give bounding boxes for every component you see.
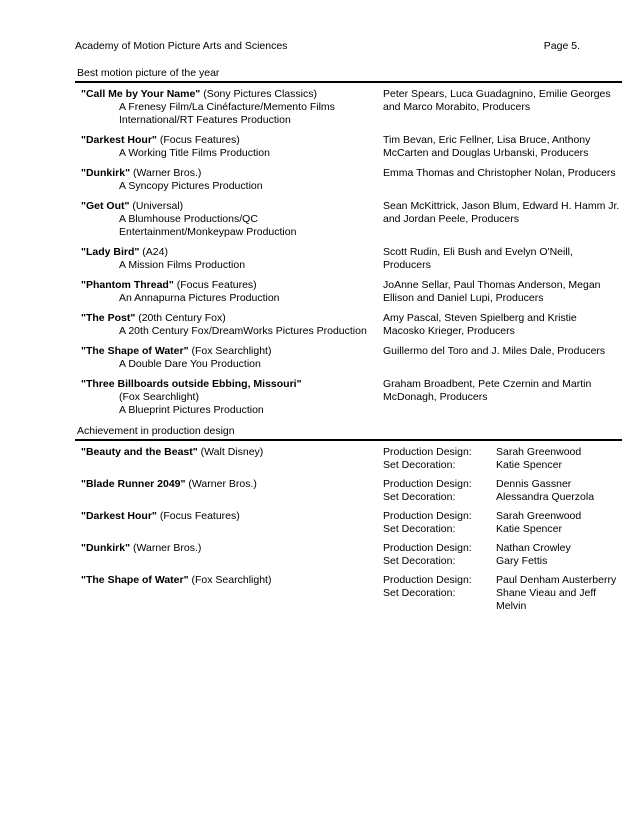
- production-designer: Sarah Greenwood: [496, 446, 582, 458]
- nominee-entry: [75, 200, 622, 239]
- film-info: [81, 200, 381, 239]
- production-company: A Double Dare You Production: [119, 358, 261, 370]
- production-company: A Syncopy Pictures Production: [119, 180, 263, 192]
- film-info: [81, 279, 381, 305]
- film-info: [81, 574, 271, 587]
- film-info: [81, 478, 257, 491]
- section-heading: Best motion picture of the year: [77, 67, 220, 79]
- producers: JoAnne Sellar, Paul Thomas Anderson, Megan Ellison and Daniel Lupi, Producers: [383, 279, 601, 304]
- nominee-entry: [75, 378, 622, 417]
- nominee-entry: [75, 478, 622, 504]
- nominee-entry: [75, 345, 622, 371]
- film-title: "Phantom Thread": [81, 279, 174, 291]
- set-decorator: Shane Vieau and Jeff Melvin: [496, 587, 597, 612]
- distributor: (Sony Pictures Classics): [200, 88, 317, 100]
- nominee-entry: [75, 510, 622, 536]
- production-designer: Paul Denham Austerberry: [496, 574, 617, 586]
- production-company: A Blumhouse Productions/QC: [119, 213, 258, 225]
- film-title: "Darkest Hour": [81, 510, 157, 522]
- film-title: "Lady Bird": [81, 246, 140, 258]
- film-title: "The Shape of Water": [81, 345, 189, 357]
- page-header: [75, 40, 580, 54]
- production-designer: Sarah Greenwood: [496, 510, 582, 522]
- film-title: "The Shape of Water": [81, 574, 189, 586]
- production-company: A 20th Century Fox/DreamWorks Pictures Production: [119, 325, 367, 337]
- film-info: [81, 312, 381, 338]
- nominee-entry: [75, 312, 622, 338]
- organization-name: Academy of Motion Picture Arts and Sciences: [75, 40, 288, 52]
- set-decorator: Alessandra Querzola: [496, 491, 595, 503]
- film-title: "Beauty and the Beast": [81, 446, 198, 458]
- set-decorator: Katie Spencer: [496, 523, 562, 535]
- page-number: Page 5.: [543, 40, 580, 52]
- nominee-entry: [75, 542, 622, 568]
- distributor: (Focus Features): [156, 134, 240, 146]
- production-company: (Fox Searchlight): [119, 391, 199, 403]
- production-company: International/RT Features Production: [119, 114, 291, 126]
- nominee-entry: [75, 279, 622, 305]
- distributor: (Warner Bros.): [130, 167, 202, 179]
- distributor: (Warner Bros.): [130, 542, 202, 554]
- role-production-design: Production Design:: [383, 510, 472, 522]
- production-company: A Blueprint Pictures Production: [119, 404, 264, 416]
- distributor: (Focus Features): [173, 279, 257, 291]
- nominee-names: [496, 542, 622, 568]
- nominee-entry: [75, 246, 622, 272]
- set-decorator: Gary Fettis: [496, 555, 548, 567]
- producers: Sean McKittrick, Jason Blum, Edward H. Hamm Jr. and Jordan Peele, Producers: [383, 200, 620, 225]
- production-company: A Frenesy Film/La Cinéfacture/Memento Films: [119, 101, 335, 113]
- producers: Graham Broadbent, Pete Czernin and Martin McDonagh, Producers: [383, 378, 592, 403]
- nominee-entry: [75, 446, 622, 472]
- film-info: [81, 446, 263, 459]
- nominee-names: [496, 574, 622, 613]
- film-info: [81, 345, 381, 371]
- role-labels: [383, 542, 493, 568]
- role-set-decoration: Set Decoration:: [383, 491, 456, 503]
- role-production-design: Production Design:: [383, 542, 472, 554]
- distributor: (20th Century Fox): [135, 312, 226, 324]
- best-picture-section: [75, 66, 622, 424]
- film-info: [81, 378, 381, 417]
- nominee-entry: [75, 88, 622, 127]
- film-title: "Get Out": [81, 200, 130, 212]
- role-set-decoration: Set Decoration:: [383, 459, 456, 471]
- role-labels: [383, 446, 493, 472]
- nominee-entry: [75, 134, 622, 160]
- film-title: "Dunkirk": [81, 542, 131, 554]
- film-title: "Call Me by Your Name": [81, 88, 201, 100]
- nominee-names: [496, 478, 622, 504]
- production-designer: Nathan Crowley: [496, 542, 571, 554]
- producers: Amy Pascal, Steven Spielberg and Kristie Macosko Krieger, Producers: [383, 312, 577, 337]
- film-info: [81, 134, 381, 160]
- production-company: A Working Title Films Production: [119, 147, 270, 159]
- production-designer: Dennis Gassner: [496, 478, 572, 490]
- role-set-decoration: Set Decoration:: [383, 555, 456, 567]
- film-info: [81, 246, 381, 272]
- film-info: [81, 167, 381, 193]
- distributor: (Universal): [129, 200, 184, 212]
- film-info: [81, 542, 201, 555]
- nominee-list: [75, 83, 622, 417]
- film-title: "The Post": [81, 312, 136, 324]
- film-info: [81, 88, 381, 127]
- film-title: "Blade Runner 2049": [81, 478, 186, 490]
- distributor: (Walt Disney): [197, 446, 264, 458]
- film-title: "Darkest Hour": [81, 134, 157, 146]
- producers: Emma Thomas and Christopher Nolan, Producers: [383, 167, 616, 179]
- nominee-names: [496, 510, 622, 536]
- nominee-entry: [75, 574, 622, 614]
- distributor: (Fox Searchlight): [188, 574, 272, 586]
- producers: Scott Rudin, Eli Bush and Evelyn O'Neill, Producers: [383, 246, 573, 271]
- section-heading: Achievement in production design: [77, 425, 235, 437]
- nominee-entry: [75, 167, 622, 193]
- role-set-decoration: Set Decoration:: [383, 587, 456, 599]
- producers: Peter Spears, Luca Guadagnino, Emilie Georges and Marco Morabito, Producers: [383, 88, 611, 113]
- set-decorator: Katie Spencer: [496, 459, 562, 471]
- nominee-names: [496, 446, 622, 472]
- distributor: (Fox Searchlight): [188, 345, 272, 357]
- role-production-design: Production Design:: [383, 478, 472, 490]
- role-labels: [383, 574, 493, 600]
- production-company: A Mission Films Production: [119, 259, 246, 271]
- role-labels: [383, 478, 493, 504]
- producers: Guillermo del Toro and J. Miles Dale, Producers: [383, 345, 606, 357]
- role-labels: [383, 510, 493, 536]
- production-company: An Annapurna Pictures Production: [119, 292, 280, 304]
- role-production-design: Production Design:: [383, 574, 472, 586]
- distributor: (Focus Features): [156, 510, 240, 522]
- film-title: "Dunkirk": [81, 167, 131, 179]
- nominee-list: [75, 441, 622, 614]
- production-design-section: [75, 424, 622, 620]
- producers: Tim Bevan, Eric Fellner, Lisa Bruce, Anthony McCarten and Douglas Urbanski, Producers: [383, 134, 591, 159]
- role-production-design: Production Design:: [383, 446, 472, 458]
- film-info: [81, 510, 240, 523]
- distributor: (A24): [139, 246, 168, 258]
- production-company: Entertainment/Monkeypaw Production: [119, 226, 297, 238]
- role-set-decoration: Set Decoration:: [383, 523, 456, 535]
- film-title: "Three Billboards outside Ebbing, Missouri": [81, 378, 302, 390]
- distributor: (Warner Bros.): [185, 478, 257, 490]
